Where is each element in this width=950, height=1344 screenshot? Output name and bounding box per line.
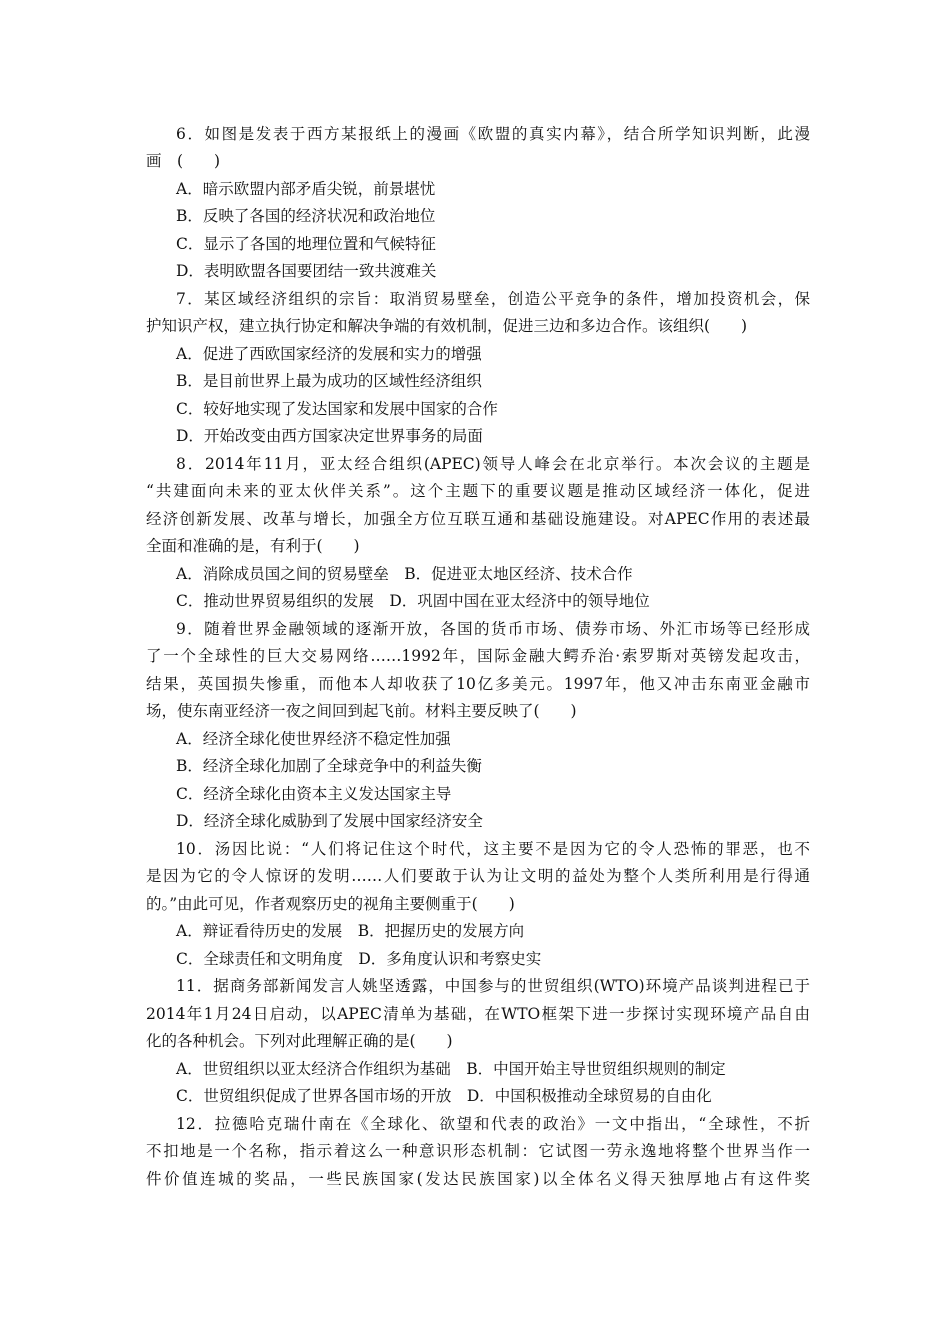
q10-options-row-2: C．全球责任和文明角度 D．多角度认识和考察史实 — [176, 950, 542, 968]
q11-options-row-2: C．世贸组织促成了世界各国市场的开放 D．中国积极推动全球贸易的自由化 — [176, 1087, 712, 1105]
q9-option-d: D．经济全球化威胁到了发展中国家经济安全 — [176, 812, 483, 830]
q11-stem-line-2: 2014年1月24日启动，以APEC清单为基础，在WTO框架下进一步探讨实现环境产品自由 — [146, 1005, 810, 1023]
q9-stem-line-4: 场，使东南亚经济一夜之间回到起飞前。材料主要反映了( ) — [146, 702, 577, 720]
q6-stem-line-2: 画 ( ) — [146, 152, 221, 170]
q9-stem-line-3: 结果，英国损失惨重，而他本人却收获了10亿多美元。1997年，他又冲击东南亚金融市 — [146, 675, 810, 693]
q12-stem-line-2: 不扣地是一个名称，指示着这么一种意识形态机制：它试图一劳永逸地将整个世界当作一 — [146, 1142, 810, 1160]
q7-option-d: D．开始改变由西方国家决定世界事务的局面 — [176, 427, 483, 445]
q7-stem-line-2: 护知识产权，建立执行协定和解决争端的有效机制，促进三边和多边合作。该组织( ) — [146, 317, 748, 335]
q10-stem-line-1: 10．汤因比说：“人们将记住这个时代，这主要不是因为它的令人恐怖的罪恶，也不 — [176, 840, 810, 858]
q8-stem-line-3: 经济创新发展、改革与增长，加强全方位互联互通和基础设施建设。对APEC作用的表述最 — [146, 510, 810, 528]
q9-stem-line-1: 9．随着世界金融领域的逐渐开放，各国的货币市场、债券市场、外汇市场等已经形成 — [176, 620, 810, 638]
q8-options-row-2: C．推动世界贸易组织的发展 D．巩固中国在亚太经济中的领导地位 — [176, 592, 650, 610]
q9-option-b: B．经济全球化加剧了全球竞争中的利益失衡 — [176, 757, 482, 775]
q9-stem-line-2: 了一个全球性的巨大交易网络……1992年，国际金融大鳄乔治·索罗斯对英镑发起攻击， — [146, 647, 810, 665]
q9-option-c: C．经济全球化由资本主义发达国家主导 — [176, 785, 452, 803]
q6-stem-line-1: 6．如图是发表于西方某报纸上的漫画《欧盟的真实内幕》，结合所学知识判断，此漫 — [176, 125, 810, 143]
q12-stem-line-3: 件价值连城的奖品，一些民族国家(发达民族国家)以全体名义得天独厚地占有这件奖 — [146, 1170, 810, 1188]
q7-stem-line-1: 7．某区域经济组织的宗旨：取消贸易壁垒，创造公平竞争的条件，增加投资机会，保 — [176, 290, 810, 308]
q7-option-b: B．是目前世界上最为成功的区域性经济组织 — [176, 372, 482, 390]
q11-stem-line-1: 11．据商务部新闻发言人姚坚透露，中国参与的世贸组织(WTO)环境产品谈判进程已于 — [176, 977, 810, 995]
q6-option-a: A．暗示欧盟内部矛盾尖锐，前景堪忧 — [176, 180, 436, 198]
q8-options-row-1: A．消除成员国之间的贸易壁垒 B．促进亚太地区经济、技术合作 — [176, 565, 633, 583]
q8-stem-line-2: “共建面向未来的亚太伙伴关系”。这个主题下的重要议题是推动区域经济一体化，促进 — [146, 482, 810, 500]
q8-stem-line-1: 8．2014年11月，亚太经合组织(APEC)领导人峰会在北京举行。本次会议的主题是 — [176, 455, 810, 473]
q11-stem-line-3: 化的各种机会。下列对此理解正确的是( ) — [146, 1032, 453, 1050]
q7-option-a: A．促进了西欧国家经济的发展和实力的增强 — [176, 345, 482, 363]
q12-stem-line-1: 12．拉德哈克瑞什南在《全球化、欲望和代表的政治》一文中指出，“全球性，不折 — [176, 1115, 810, 1133]
q11-options-row-1: A．世贸组织以亚太经济合作组织为基础 B．中国开始主导世贸组织规则的制定 — [176, 1060, 726, 1078]
q7-option-c: C．较好地实现了发达国家和发展中国家的合作 — [176, 400, 498, 418]
q10-options-row-1: A．辩证看待历史的发展 B．把握历史的发展方向 — [176, 922, 525, 940]
q6-option-d: D．表明欧盟各国要团结一致共渡难关 — [176, 262, 437, 280]
q9-option-a: A．经济全球化使世界经济不稳定性加强 — [176, 730, 451, 748]
q6-option-c: C．显示了各国的地理位置和气候特征 — [176, 235, 436, 253]
q10-stem-line-3: 的。”由此可见，作者观察历史的视角主要侧重于( ) — [146, 895, 515, 913]
q8-stem-line-4: 全面和准确的是，有利于( ) — [146, 537, 360, 555]
q10-stem-line-2: 是因为它的令人惊讶的发明……人们要敢于认为让文明的益处为整个人类所利用是行得通 — [146, 867, 810, 885]
q6-option-b: B．反映了各国的经济状况和政治地位 — [176, 207, 436, 225]
